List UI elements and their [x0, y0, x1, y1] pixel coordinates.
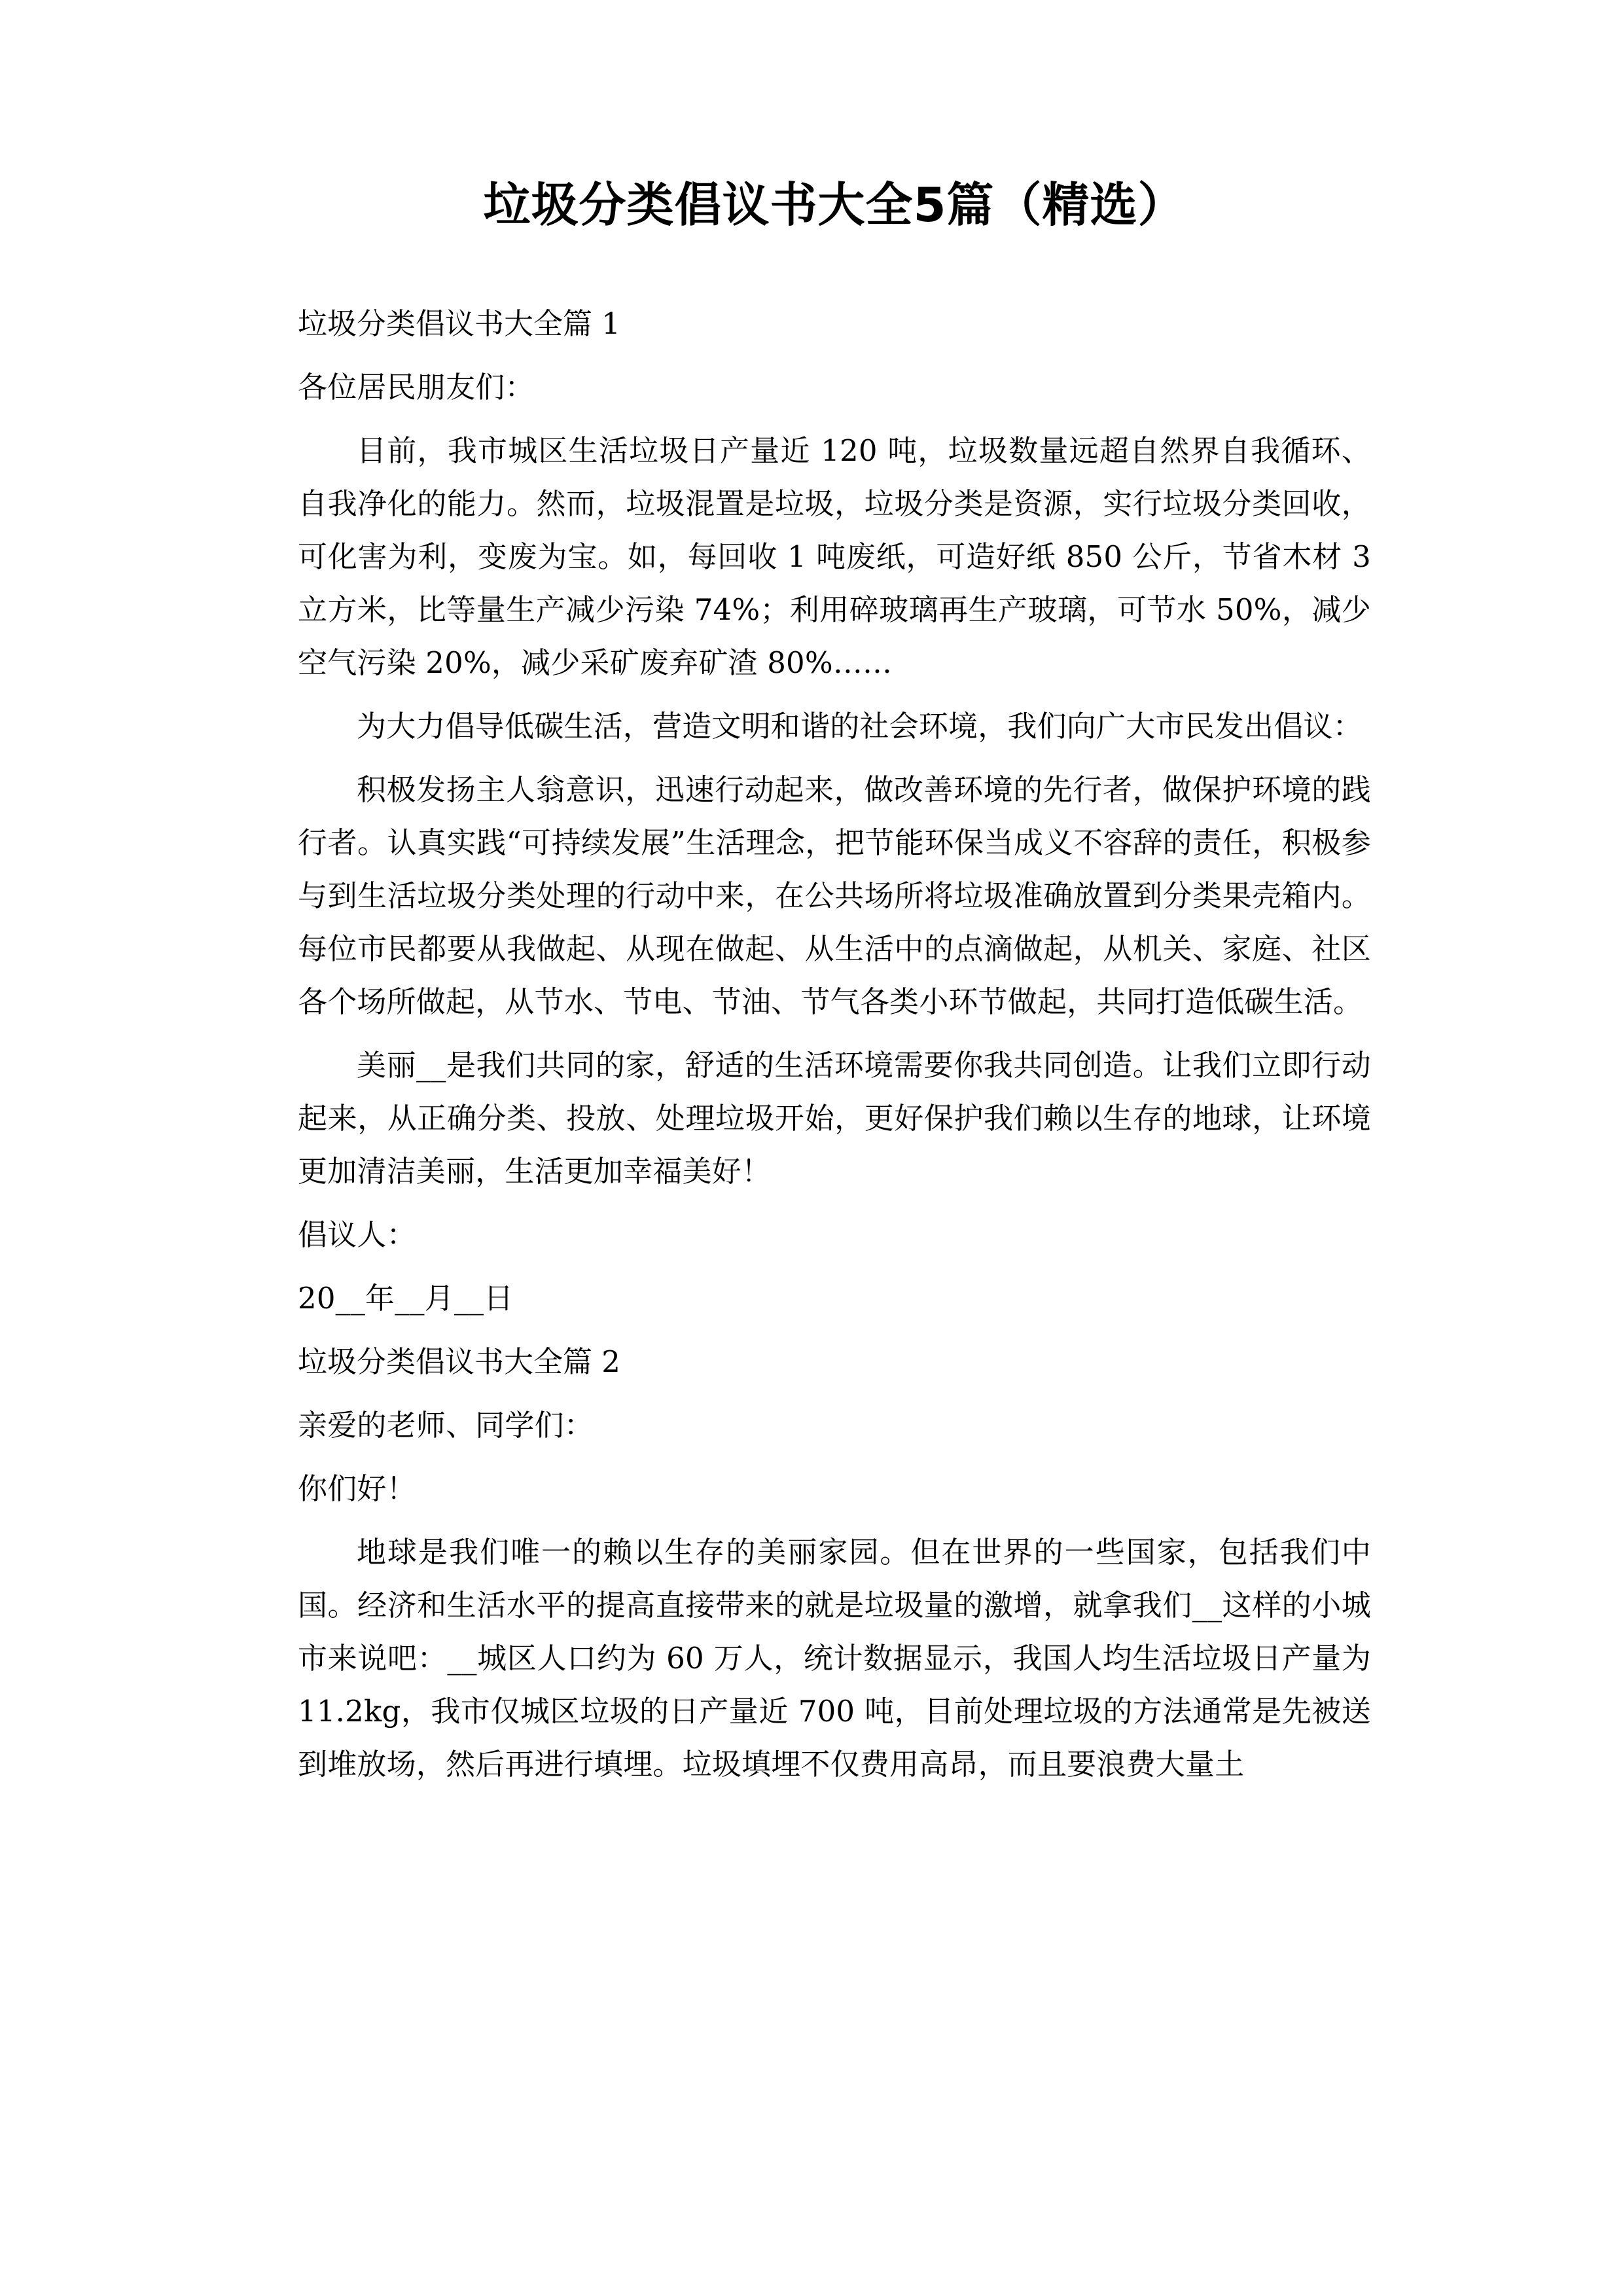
page-content	[298, 0, 1371, 1801]
paragraph-1-4: 美丽__是我们共同的家，舒适的生活环境需要你我共同创造。让我们立即行动起来，从正确分类、投放、处理垃圾开始，更好保护我们赖以生存的地球，让环境更加清洁美丽，生活更加幸福美好！	[298, 1048, 1371, 1189]
section-label-2: 垃圾分类倡议书大全篇 2	[298, 1344, 620, 1379]
greeting-2: 你们好！	[298, 1471, 416, 1506]
section-label-1: 垃圾分类倡议书大全篇 1	[298, 306, 620, 341]
salutation-1: 各位居民朋友们：	[298, 370, 535, 404]
salutation-2: 亲爱的老师、同学们：	[298, 1408, 594, 1443]
document-body	[298, 297, 1371, 1791]
paragraph-1-1: 目前，我市城区生活垃圾日产量近 120 吨，垃圾数量远超自然界自我循环、自我净化的能力。然而，垃圾混置是垃圾，垃圾分类是资源，实行垃圾分类回收，可化害为利，变废为宝。如，每回收 1 吨废纸，可造好纸 850 公斤，节省木材 3 立方米，比等量生产减少污染 74%；利用碎玻璃再生产玻璃，可节水 50%，减少空气污染 20%，减少采矿废弃矿渣 80%……	[298, 433, 1371, 680]
page-title: 垃圾分类倡议书大全5篇（精选）	[483, 177, 1186, 232]
signature-line-1: 倡议人：	[298, 1217, 416, 1252]
paragraph-1-3: 积极发扬主人翁意识，迅速行动起来，做改善环境的先行者，做保护环境的践行者。认真实践“可持续发展”生活理念，把节能环保当成义不容辞的责任，积极参与到生活垃圾分类处理的行动中来，在公共场所将垃圾准确放置到分类果壳箱内。每位市民都要从我做起、从现在做起、从生活中的点滴做起，从机关、家庭、社区各个场所做起，从节水、节电、节油、节气各类小环节做起，共同打造低碳生活。	[298, 772, 1371, 1019]
paragraph-1-2: 为大力倡导低碳生活，营造文明和谐的社会环境，我们向广大市民发出倡议：	[357, 709, 1363, 744]
paragraph-2-1: 地球是我们唯一的赖以生存的美丽家园。但在世界的一些国家，包括我们中国。经济和生活水平的提高直接带来的就是垃圾量的激增，就拿我们__这样的小城市来说吧：__城区人口约为 60 万人，统计数据显示，我国人均生活垃圾日产量为 11.2kg，我市仅城区垃圾的日产量近 700 吨，目前处理垃圾的方法通常是先被送到堆放场，然后再进行填埋。垃圾填埋不仅费用高昂，而且要浪费大量土	[298, 1535, 1371, 1782]
date-line-1: 20__年__月__日	[298, 1281, 514, 1316]
